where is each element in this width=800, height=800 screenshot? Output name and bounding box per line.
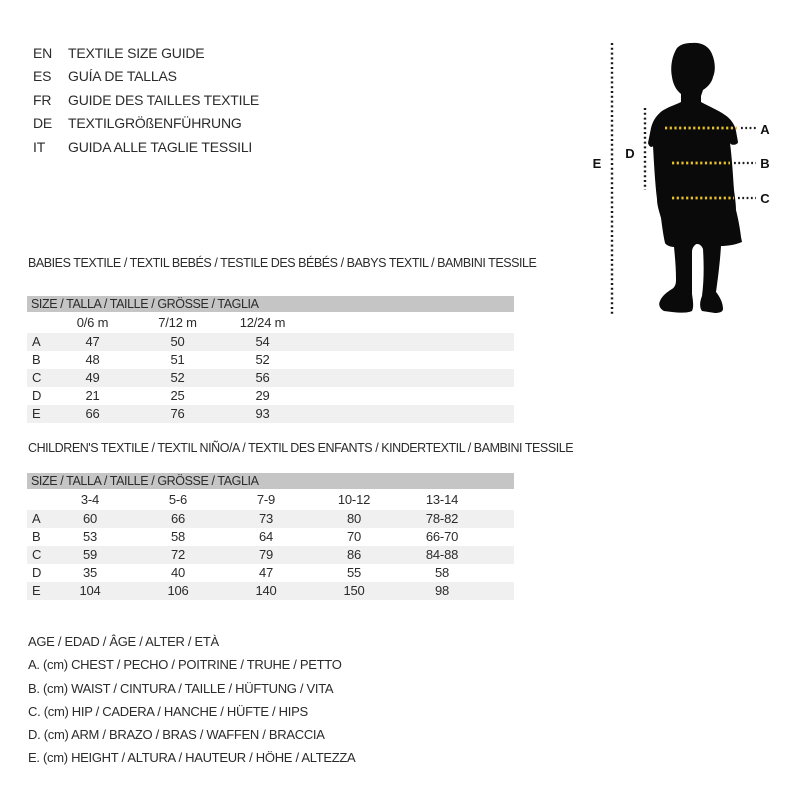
cell-value: 78-82 <box>425 511 459 526</box>
legend-item-height: E. (cm) HEIGHT / ALTURA / HAUTEUR / HÖHE / ALTEZZA <box>28 750 356 766</box>
legend-item-waist: B. (cm) WAIST / CINTURA / TAILLE / HÜFTUNG / VITA <box>28 680 334 696</box>
table-row <box>27 333 514 351</box>
column-header: 5-6 <box>168 492 188 507</box>
cell-value: 70 <box>346 529 362 544</box>
marker-b: B <box>760 156 770 171</box>
language-row <box>33 89 259 112</box>
child-silhouette <box>648 43 742 313</box>
language-title: GUIDA ALLE TAGLIE TESSILI <box>68 138 253 155</box>
cell-value: 104 <box>79 583 101 598</box>
language-row <box>33 112 259 135</box>
cell-value: 98 <box>434 583 450 598</box>
table-row <box>27 351 514 369</box>
marker-e: E <box>592 156 602 171</box>
marker-a: A <box>760 122 770 137</box>
cell-value: 66 <box>170 511 186 526</box>
cell-value: 66-70 <box>425 529 459 544</box>
table-row <box>27 369 514 387</box>
cell-value: 51 <box>170 352 185 367</box>
language-code: EN <box>33 45 53 61</box>
cell-value: 150 <box>343 583 365 598</box>
cell-value: 73 <box>258 511 274 526</box>
column-header: 10-12 <box>337 492 371 507</box>
column-header: 7/12 m <box>158 315 197 330</box>
language-code: DE <box>33 115 53 132</box>
column-header: 0/6 m <box>76 315 109 330</box>
babies-size-table <box>27 296 514 423</box>
cell-value: 79 <box>258 547 274 562</box>
cell-value: 55 <box>346 565 362 580</box>
cell-value: 80 <box>346 511 362 526</box>
legend-item-hip: C. (cm) HIP / CADERA / HANCHE / HÜFTE / HIPS <box>28 703 308 719</box>
table-row <box>27 387 514 405</box>
cell-value: 76 <box>170 406 185 421</box>
column-header: 7-9 <box>256 492 276 507</box>
cell-value: 35 <box>82 565 98 580</box>
row-label: E <box>32 583 41 598</box>
row-label: C <box>32 370 42 385</box>
babies-column-header-row <box>27 312 514 333</box>
cell-value: 60 <box>82 511 98 526</box>
cell-value: 84-88 <box>425 547 459 562</box>
cell-value: 21 <box>85 388 100 403</box>
table-row <box>27 546 514 564</box>
measurement-legend <box>28 630 355 770</box>
children-table-title: CHILDREN'S TEXTILE / TEXTIL NIÑO/A / TEXTIL DES ENFANTS / KINDERTEXTIL / BAMBINI TESSILE <box>28 441 574 455</box>
measurement-figure <box>580 30 790 320</box>
cell-value: 58 <box>170 529 186 544</box>
row-label: A <box>32 511 41 526</box>
marker-d: D <box>625 146 635 161</box>
child-silhouette-diagram <box>580 30 790 320</box>
table-row <box>27 564 514 582</box>
row-label: C <box>32 547 42 562</box>
cell-value: 72 <box>170 547 186 562</box>
language-title: TEXTILE SIZE GUIDE <box>68 45 205 61</box>
language-title: GUÍA DE TALLAS <box>68 68 177 85</box>
table-row <box>27 528 514 546</box>
cell-value: 53 <box>82 529 98 544</box>
language-title-list <box>33 42 259 159</box>
column-header: 3-4 <box>80 492 100 507</box>
language-code: IT <box>33 138 46 155</box>
babies-table-title: BABIES TEXTILE / TEXTIL BEBÉS / TESTILE DES BÉBÉS / BABYS TEXTIL / BAMBINI TESSILE <box>28 256 537 270</box>
table-row <box>27 405 514 423</box>
legend-item-chest: A. (cm) CHEST / PECHO / POITRINE / TRUHE / PETTO <box>28 657 342 673</box>
row-label: B <box>32 529 41 544</box>
column-header: 13-14 <box>425 492 459 507</box>
table-row <box>27 510 514 528</box>
cell-value: 50 <box>170 334 185 349</box>
language-title: GUIDE DES TAILLES TEXTILE <box>68 91 260 108</box>
cell-value: 52 <box>255 352 270 367</box>
row-label: D <box>32 565 42 580</box>
cell-value: 64 <box>258 529 274 544</box>
children-column-header-row <box>27 489 514 510</box>
language-title: TEXTILGRÖßENFÜHRUNG <box>68 115 242 132</box>
cell-value: 106 <box>167 583 189 598</box>
cell-value: 86 <box>346 547 362 562</box>
language-row <box>33 136 259 159</box>
cell-value: 59 <box>82 547 98 562</box>
row-label: E <box>32 406 41 421</box>
cell-value: 47 <box>85 334 100 349</box>
cell-value: 49 <box>85 370 100 385</box>
language-row <box>33 65 259 88</box>
cell-value: 56 <box>255 370 270 385</box>
children-table-header-bar: SIZE / TALLA / TAILLE / GRÖSSE / TAGLIA <box>27 473 514 489</box>
cell-value: 66 <box>85 406 100 421</box>
row-label: A <box>32 334 41 349</box>
legend-age-line: AGE / EDAD / ÂGE / ALTER / ETÀ <box>28 634 219 649</box>
row-label: D <box>32 388 42 403</box>
language-row <box>33 42 259 65</box>
cell-value: 140 <box>255 583 277 598</box>
cell-value: 40 <box>170 565 186 580</box>
children-size-table <box>27 473 514 600</box>
legend-item-arm: D. (cm) ARM / BRAZO / BRAS / WAFFEN / BRACCIA <box>28 727 325 743</box>
cell-value: 48 <box>85 352 100 367</box>
cell-value: 52 <box>170 370 185 385</box>
cell-value: 47 <box>258 565 274 580</box>
row-label: B <box>32 352 41 367</box>
cell-value: 93 <box>255 406 270 421</box>
language-code: ES <box>33 68 52 85</box>
babies-table-header-bar: SIZE / TALLA / TAILLE / GRÖSSE / TAGLIA <box>27 296 514 312</box>
column-header: 12/24 m <box>239 315 286 330</box>
cell-value: 29 <box>255 388 270 403</box>
cell-value: 25 <box>170 388 185 403</box>
marker-c: C <box>760 191 770 206</box>
table-row <box>27 582 514 600</box>
cell-value: 54 <box>255 334 270 349</box>
language-code: FR <box>33 91 52 108</box>
cell-value: 58 <box>434 565 450 580</box>
